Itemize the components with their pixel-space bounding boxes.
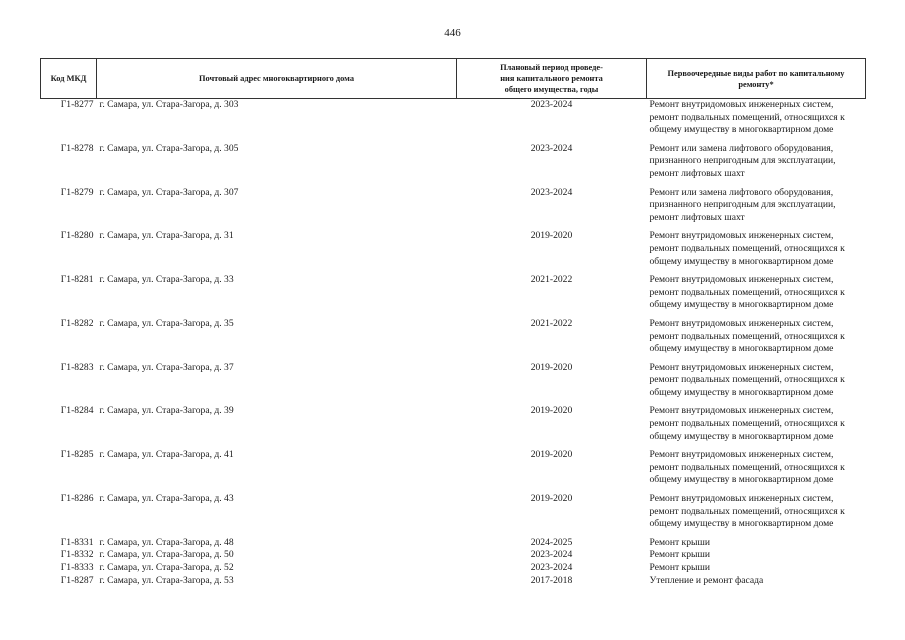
- header-period: Плановый период проведе- ния капитального ремонта общего имущества, годы: [457, 59, 647, 99]
- cell-address: г. Самара, ул. Стара-Загора, д. 37: [99, 361, 234, 373]
- table-row: [41, 187, 866, 231]
- cell-address: г. Самара, ул. Стара-Загора, д. 307: [99, 186, 239, 198]
- cell-works: Ремонт внутридомовых инженерных систем, ремонт подвальных помещений, относящихся к общему имуществу в многоквартирном доме: [649, 361, 845, 398]
- cell-code: Г1-8281: [60, 274, 94, 286]
- cell-period: 2021-2022: [530, 274, 573, 286]
- table-header: [41, 59, 866, 99]
- cell-period: 2019-2020: [530, 493, 573, 505]
- table-row: [41, 99, 866, 143]
- cell-period: 2023-2024: [530, 99, 573, 110]
- cell-address: г. Самара, ул. Стара-Загора, д. 53: [99, 574, 234, 586]
- cell-code: Г1-8278: [60, 142, 94, 154]
- cell-code: Г1-8331: [60, 536, 94, 548]
- table-row: [41, 143, 866, 187]
- cell-address: г. Самара, ул. Стара-Загора, д. 39: [99, 405, 234, 417]
- cell-period: 2021-2022: [530, 317, 573, 329]
- table-row: [41, 575, 866, 588]
- repair-program-table: [40, 58, 866, 587]
- cell-code: Г1-8277: [60, 99, 94, 110]
- table-row: [41, 549, 866, 562]
- cell-works: Ремонт или замена лифтового оборудования, признанного непригодным для эксплуатации, ремонт лифтовых шахт: [649, 142, 836, 179]
- table-row: [41, 562, 866, 575]
- cell-code: Г1-8280: [60, 230, 94, 242]
- table-row: [41, 493, 866, 537]
- cell-code: Г1-8286: [60, 493, 94, 505]
- cell-address: г. Самара, ул. Стара-Загора, д. 50: [99, 549, 234, 561]
- table-row: [41, 405, 866, 449]
- cell-period: 2023-2024: [530, 186, 573, 198]
- cell-address: г. Самара, ул. Стара-Загора, д. 33: [99, 274, 234, 286]
- cell-works: Ремонт внутридомовых инженерных систем, ремонт подвальных помещений, относящихся к общему имуществу в многоквартирном доме: [649, 274, 845, 311]
- cell-address: г. Самара, ул. Стара-Загора, д. 52: [99, 562, 234, 573]
- table-row: [41, 537, 866, 550]
- cell-code: Г1-8284: [60, 405, 94, 417]
- header-code: Код МКД: [41, 59, 97, 99]
- cell-period: 2019-2020: [530, 405, 573, 417]
- cell-works: Ремонт крыши: [649, 536, 710, 548]
- cell-period: 2019-2020: [530, 230, 573, 242]
- cell-period: 2024-2025: [530, 536, 573, 548]
- cell-address: г. Самара, ул. Стара-Загора, д. 31: [99, 230, 234, 242]
- cell-works: Ремонт крыши: [649, 562, 710, 573]
- cell-code: Г1-8285: [60, 449, 94, 461]
- cell-works: Ремонт внутридомовых инженерных систем, ремонт подвальных помещений, относящихся к общему имуществу в многоквартирном доме: [649, 99, 845, 136]
- cell-works: Ремонт внутридомовых инженерных систем, ремонт подвальных помещений, относящихся к общему имуществу в многоквартирном доме: [649, 405, 845, 442]
- table-row: [41, 274, 866, 318]
- cell-works: Ремонт крыши: [649, 549, 710, 561]
- cell-period: 2019-2020: [530, 449, 573, 461]
- cell-address: г. Самара, ул. Стара-Загора, д. 303: [99, 99, 239, 110]
- table-row: [41, 318, 866, 362]
- cell-works: Ремонт внутридомовых инженерных систем, ремонт подвальных помещений, относящихся к общему имуществу в многоквартирном доме: [649, 317, 845, 355]
- cell-works: Ремонт внутридомовых инженерных систем, ремонт подвальных помещений, относящихся к общему имуществу в многоквартирном доме: [649, 449, 845, 486]
- cell-works: Утепление и ремонт фасада: [649, 574, 764, 586]
- cell-address: г. Самара, ул. Стара-Загора, д. 43: [99, 493, 234, 505]
- cell-code: Г1-8282: [60, 317, 94, 329]
- header-address: Почтовый адрес многоквартирного дома: [97, 59, 457, 99]
- table-row: [41, 230, 866, 274]
- cell-period: 2023-2024: [530, 549, 573, 561]
- cell-period: 2023-2024: [530, 562, 573, 573]
- cell-period: 2017-2018: [530, 574, 573, 586]
- cell-works: Ремонт внутридомовых инженерных систем, ремонт подвальных помещений, относящихся к общему имуществу в многоквартирном доме: [649, 230, 845, 267]
- cell-period: 2019-2020: [530, 361, 573, 373]
- cell-address: г. Самара, ул. Стара-Загора, д. 305: [99, 142, 239, 154]
- cell-code: Г1-8287: [60, 574, 94, 586]
- cell-code: Г1-8279: [60, 186, 94, 198]
- cell-address: г. Самара, ул. Стара-Загора, д. 48: [99, 536, 234, 548]
- header-works: Первоочередные виды работ по капитальному ремонту*: [647, 59, 866, 99]
- table-row: [41, 449, 866, 493]
- cell-works: Ремонт или замена лифтового оборудования, признанного непригодным для эксплуатации, ремонт лифтовых шахт: [649, 186, 836, 223]
- cell-period: 2023-2024: [530, 142, 573, 154]
- cell-works: Ремонт внутридомовых инженерных систем, ремонт подвальных помещений, относящихся к общему имуществу в многоквартирном доме: [649, 493, 845, 530]
- cell-code: Г1-8333: [60, 562, 94, 573]
- cell-code: Г1-8332: [60, 549, 94, 561]
- table-body: [41, 99, 866, 588]
- cell-code: Г1-8283: [60, 361, 94, 373]
- cell-address: г. Самара, ул. Стара-Загора, д. 41: [99, 449, 234, 461]
- cell-address: г. Самара, ул. Стара-Загора, д. 35: [99, 317, 234, 329]
- page-number: 446: [444, 27, 461, 39]
- table-row: [41, 362, 866, 406]
